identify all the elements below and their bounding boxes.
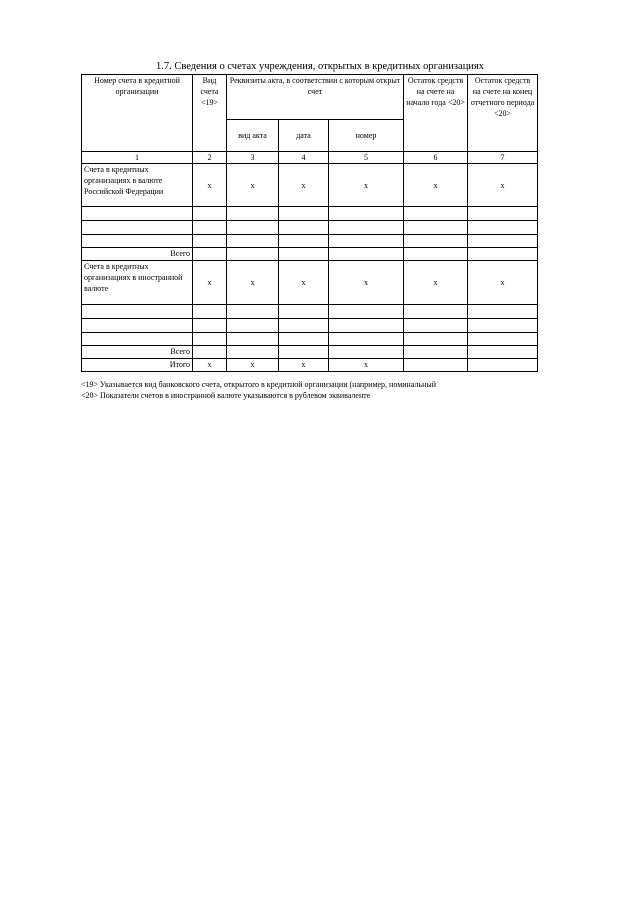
column-number: 5: [329, 152, 404, 164]
accounts-table: [81, 74, 538, 372]
footnote-20: <20> Показатели счетов в иностранной валюте указываются в рублевом эквиваленте: [81, 391, 371, 400]
x-mark: x: [468, 261, 538, 305]
header-balance-start: Остаток средств на счете на начало года <20>: [404, 75, 468, 152]
x-mark: x: [279, 261, 329, 305]
column-number: 6: [404, 152, 468, 164]
header-act-date: дата: [279, 120, 329, 152]
column-number: 4: [279, 152, 329, 164]
total-foreign-label: Всего: [82, 346, 193, 359]
column-number: 2: [193, 152, 227, 164]
header-act-details: Реквизиты акта, в соответствии с которым открыт счет: [227, 75, 404, 120]
column-number: 1: [82, 152, 193, 164]
header-account-type: Вид счета <19>: [193, 75, 227, 152]
x-mark: x: [193, 261, 227, 305]
x-mark: x: [193, 359, 227, 372]
total-rub-row: [82, 248, 538, 261]
section-foreign-row: [82, 261, 538, 305]
grand-total-label: Итого: [82, 359, 193, 372]
x-mark: x: [468, 164, 538, 207]
header-balance-end: Остаток средств на счете на конец отчетного периода <20>: [468, 75, 538, 152]
x-mark: x: [329, 261, 404, 305]
x-mark: x: [404, 261, 468, 305]
total-foreign-row: [82, 346, 538, 359]
header-act-number: номер: [329, 120, 404, 152]
empty-row: [82, 319, 538, 333]
x-mark: x: [279, 164, 329, 207]
footnote-19: <19> Указывается вид банковского счета, открытого в кредитной организации (например, номинальный: [81, 380, 437, 389]
column-number: 7: [468, 152, 538, 164]
page-title: 1.7. Сведения о счетах учреждения, открытых в кредитных организациях: [155, 61, 485, 72]
grand-total-row: [82, 359, 538, 372]
empty-row: [82, 207, 538, 221]
section-foreign-label: Счета в кредитных организациях в иностранной валюте: [82, 261, 193, 305]
column-number: 3: [227, 152, 279, 164]
section-rub-label: Счета в кредитных организациях в валюте Российской Федерации: [82, 164, 193, 207]
x-mark: x: [329, 164, 404, 207]
x-mark: x: [227, 164, 279, 207]
x-mark: x: [329, 359, 404, 372]
x-mark: x: [404, 164, 468, 207]
header-act-type: вид акта: [227, 120, 279, 152]
empty-row: [82, 235, 538, 248]
empty-row: [82, 305, 538, 319]
empty-row: [82, 221, 538, 235]
empty-row: [82, 333, 538, 346]
total-rub-label: Всего: [82, 248, 193, 261]
section-rub-row: [82, 164, 538, 207]
x-mark: x: [227, 359, 279, 372]
header-account-number: Номер счета в кредитной организации: [82, 75, 193, 152]
footnotes: [81, 379, 436, 401]
x-mark: x: [227, 261, 279, 305]
x-mark: x: [279, 359, 329, 372]
header-row: [82, 75, 538, 120]
column-numbers-row: [82, 152, 538, 164]
x-mark: x: [193, 164, 227, 207]
